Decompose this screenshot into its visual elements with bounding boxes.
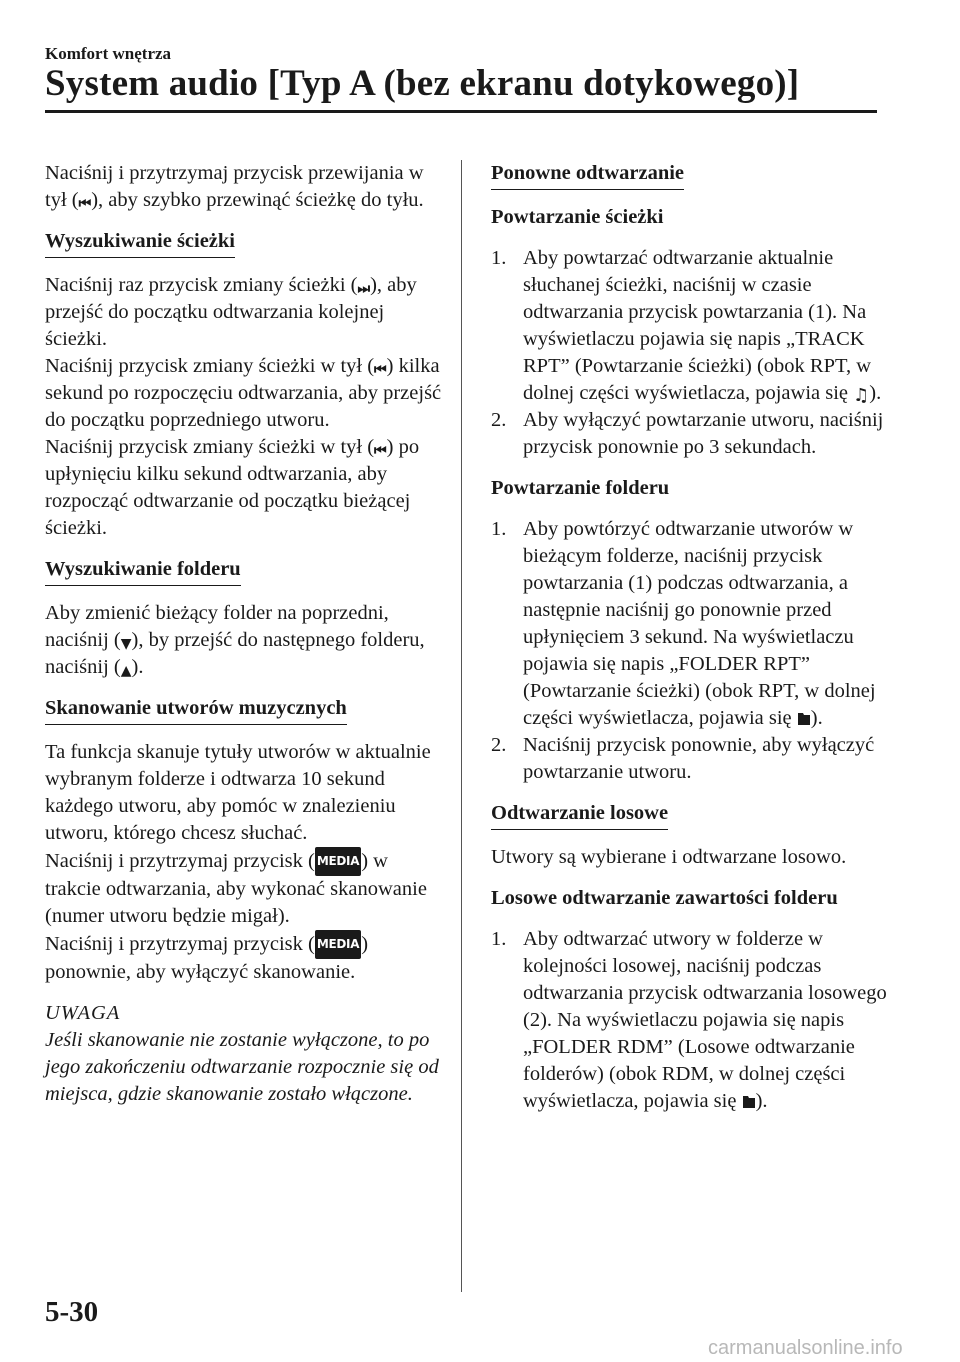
heading-repeat: Ponowne odtwarzanie: [491, 160, 684, 190]
folder-icon: [742, 1093, 756, 1109]
paragraph-random: Utwory są wybierane i odtwarzane losowo.: [491, 846, 847, 868]
paragraph-track-search: Naciśnij raz przycisk zmiany ścieżki (⏭), aby przejść do początku odtwarzania kolejnej ścieżki. Naciśnij przycisk zmiany ścieżki w tył (⏮) kilka sekund po rozpoczęciu odtwarzania, aby przejść do początku poprzedniego utworu. Naciśnij przycisk zmiany ścieżki w tył (⏮) po upłynięciu kilku sekund odtwarzania, aby rozpocząć odtwarzanie od początku bieżącej ścieżki.: [45, 274, 442, 539]
right-column: [491, 160, 891, 1129]
list-item: 2. Aby wyłączyć powtarzanie utworu, naciśnij przycisk ponownie po 3 sekundach.: [491, 409, 884, 458]
folder-icon: [797, 710, 811, 726]
column-divider: [461, 160, 462, 1292]
rewind-icon: ⏮: [78, 196, 92, 212]
folder-repeat-list: [491, 516, 891, 786]
heading-folder-search: Wyszukiwanie folderu: [45, 556, 241, 586]
paragraph-folder-search: Aby zmienić bieżący folder na poprzedni, naciśnij (▼), by przejść do następnego folderu, naciśnij (▲).: [45, 602, 425, 679]
watermark: carmanualsonline.info: [708, 1337, 903, 1359]
forward-icon: ⏭: [357, 281, 371, 297]
page-number: 5-30: [45, 1296, 99, 1328]
left-column: [45, 160, 445, 1108]
track-repeat-list: [491, 245, 891, 461]
heading-random: Odtwarzanie losowe: [491, 800, 668, 830]
subheading-track-repeat: Powtarzanie ścieżki: [491, 206, 664, 228]
section-label: Komfort wnętrza: [45, 44, 172, 63]
page-title: System audio [Typ A (bez ekranu dotykowego)]: [45, 63, 800, 104]
music-note-icon: ♫: [853, 385, 870, 406]
up-triangle-icon: ▲: [120, 663, 132, 679]
list-item: 2. Naciśnij przycisk ponownie, aby wyłączyć powtarzanie utworu.: [491, 734, 875, 783]
heading-track-search: Wyszukiwanie ścieżki: [45, 228, 235, 258]
media-button-icon: MEDIA: [315, 847, 361, 876]
header-divider: [45, 110, 877, 113]
list-item: 1. Aby powtarzać odtwarzanie aktualnie słuchanej ścieżki, naciśnij w czasie odtwarzania przycisk powtarzania (1). Na wyświetlaczu pojawia się napis „TRACK RPT” (Powtarzanie ścieżki) (obok RPT, w dolnej części wyświetlacza, pojawia się ♫).: [491, 247, 882, 406]
heading-scan: Skanowanie utworów muzycznych: [45, 695, 347, 725]
paragraph-scan: Ta funkcja skanuje tytuły utworów w aktualnie wybranym folderze i odtwarza 10 sekund każdego utworu, aby pomóc w znalezieniu utworu, którego chcesz słuchać. Naciśnij i przytrzymaj przycisk ( MEDIA) w trakcie odtwarzania, aby wykonać skanowanie (numer utworu będzie migał). Naciśnij i przytrzymaj przycisk ( MEDIA) ponownie, aby wyłączyć skanowanie.: [45, 741, 431, 983]
rewind-icon: ⏮: [374, 362, 387, 378]
media-button-icon: MEDIA: [315, 930, 361, 959]
subheading-folder-random: Losowe odtwarzanie zawartości folderu: [491, 887, 838, 909]
list-item: 1. Aby powtórzyć odtwarzanie utworów w bieżącym folderze, naciśnij przycisk powtarzania (1) podczas odtwarzania, a następnie naciśnij go ponownie przed upłynięciem 3 sekund. Na wyświetlaczu pojawia się napis „FOLDER RPT” (Powtarzanie ścieżki) (obok RPT, w dolnej części wyświetlacza, pojawia się ).: [491, 518, 876, 729]
paragraph-rewind: Naciśnij i przytrzymaj przycisk przewijania w tył (⏮), aby szybko przewinąć ścieżkę do tyłu.: [45, 162, 424, 212]
note-text: Jeśli skanowanie nie zostanie wyłączone, to po jego zakończeniu odtwarzanie rozpocznie się od miejsca, gdzie skanowanie zostało włączone.: [45, 1029, 439, 1105]
folder-random-list: [491, 926, 891, 1115]
rewind-icon: ⏮: [374, 443, 387, 459]
note-title: UWAGA: [45, 1002, 121, 1024]
list-item: 1. Aby odtwarzać utwory w folderze w kolejności losowej, naciśnij podczas odtwarzania przycisk odtwarzania losowego (2). Na wyświetlaczu pojawia się napis „FOLDER RDM” (Losowe odtwarzanie folderów) (obok RDM, w dolnej części wyświetlacza, pojawia się ).: [491, 928, 887, 1112]
down-triangle-icon: ▼: [120, 636, 132, 652]
subheading-folder-repeat: Powtarzanie folderu: [491, 477, 670, 499]
